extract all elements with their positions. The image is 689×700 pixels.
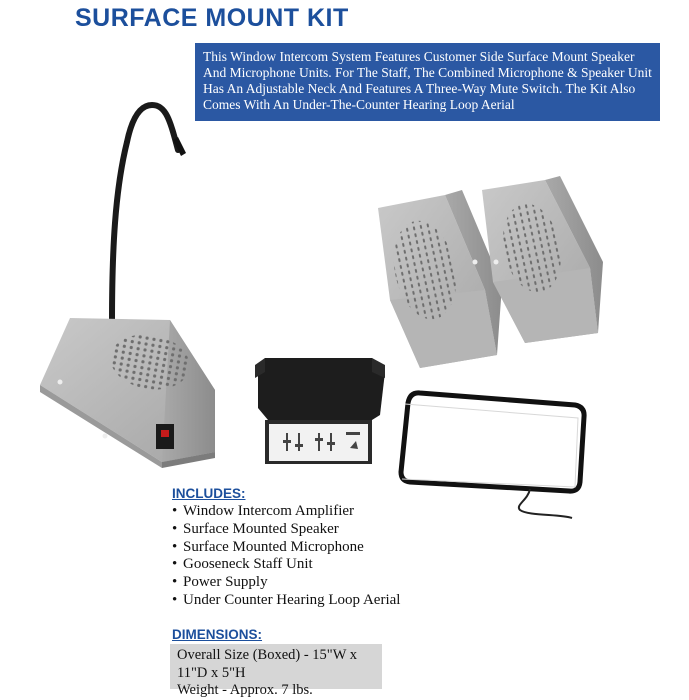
page-title: SURFACE MOUNT KIT — [75, 4, 349, 32]
overall-size: Overall Size (Boxed) - 15"W x 11"D x 5"H — [177, 647, 358, 681]
dimensions-heading: DIMENSIONS: — [172, 627, 263, 642]
list-item: • Under Counter Hearing Loop Aerial — [172, 592, 400, 610]
hearing-loop-aerial-image — [401, 393, 584, 518]
description-banner: This Window Intercom System Features Customer Side Surface Mount Speaker And Microphone Units. For The Staff, The Combined Microphone & Speaker Unit Has An Adjustable Neck And Features A Three-Way Mute Switch. The Kit Also Comes With An Under-The-Counter Hearing Loop Aerial — [195, 43, 660, 121]
list-item: • Surface Mounted Microphone — [172, 539, 400, 557]
intercom-amplifier-image — [255, 358, 385, 464]
list-item: • Power Supply — [172, 574, 400, 592]
weight: Weight - Approx. 7 lbs. — [177, 682, 313, 698]
list-item: • Surface Mounted Speaker — [172, 521, 400, 539]
gooseneck-staff-unit-image — [40, 105, 215, 468]
list-item: • Window Intercom Amplifier — [172, 503, 400, 521]
surface-mount-speakers-image — [378, 176, 603, 368]
includes-list — [172, 503, 400, 610]
list-item: • Gooseneck Staff Unit — [172, 556, 400, 574]
includes-heading: INCLUDES: — [172, 486, 246, 501]
product-illustrations — [0, 90, 689, 520]
dimensions-box — [170, 644, 382, 698]
